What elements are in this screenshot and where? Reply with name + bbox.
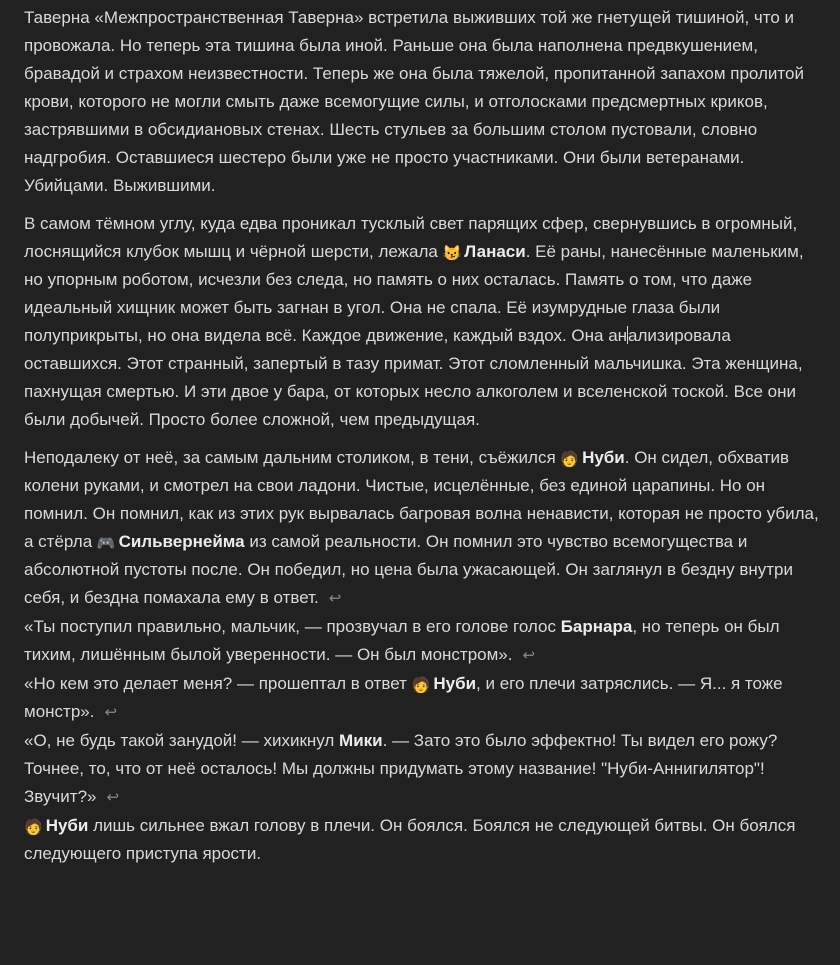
- cat-icon: 😼: [442, 245, 462, 262]
- paragraph-text: «Но кем это делает меня? — прошептал в ответ: [24, 674, 412, 693]
- character-name-noobi: Нуби: [433, 674, 477, 693]
- return-icon: ↩: [106, 789, 120, 806]
- paragraph-text: , и его плечи затряслись. — Я... я тоже монстр».: [24, 674, 783, 721]
- paragraph-text: из самой реальности. Он помнил это чувство всемогущества и абсолютной пустоты после. Он победил, но цена была ужасающей. Он заглянул в бездну внутри себя, и бездна помахала ему в ответ.: [24, 532, 794, 607]
- return-icon: ↩: [328, 590, 342, 607]
- person-icon: 🧑: [24, 819, 43, 836]
- paragraph-text: лишь сильнее вжал голову в плечи. Он боялся. Боялся не следующей битвы. Он боялся следующего приступа ярости.: [24, 816, 796, 863]
- return-icon: ↩: [104, 704, 118, 721]
- paragraph-text: . — Зато это было эффектно! Ты видел его рожу? Точнее, то, что от неё осталось! Мы должны придумать этому название! "Нуби-Аннигилятор"! Звучит?»: [24, 731, 778, 806]
- paragraph-noobi-reply: [24, 670, 820, 727]
- paragraph-text: Неподалеку от неё, за самым дальним столиком, в тени, съёжился: [24, 448, 561, 467]
- character-name-noobi: Нуби: [582, 448, 625, 467]
- paragraph-text: В самом тёмном углу, куда едва проникал тусклый свет парящих сфер, свернувшись в огромный, лоснящийся клубок мышц и чёрной шерсти, лежала: [24, 214, 798, 261]
- paragraph-text: Таверна «Межпространственная Таверна» встретила выживших той же гнетущей тишиной, что и провожала. Но теперь эта тишина была иной. Раньше она была наполнена предвкушением, бравадой и страхом неизвестности. Теперь же она была тяжелой, пропитанной запахом пролитой крови, которого не могли смыть даже всемогущие силы, и отголосками предсмертных криков, застрявшими в обсидиановых стенах. Шесть стульев за большим столом пустовали, словно надгробия. Оставшиеся шестеро были уже не просто участниками. Они были ветеранами. Убийцами. Выжившими.: [24, 8, 804, 195]
- return-icon: ↩: [522, 647, 536, 664]
- character-name-noobi: Нуби: [45, 816, 89, 835]
- paragraph-text: , но теперь он был тихим, лишённым былой уверенности. — Он был монстром».: [24, 617, 780, 664]
- gamepad-icon: 🎮: [96, 535, 116, 552]
- paragraph-text: «О, не будь такой занудой! — хихикнул: [24, 731, 340, 750]
- paragraph-miki: [24, 727, 820, 812]
- paragraph-text: . Её раны, нанесённые маленьким, но упорным роботом, исчезли без следа, но память о них осталась. Память о том, что даже идеальный хищник может быть загнан в угол. Она не спала. Её изумрудные глаза были полуприкрыты, но она видела всё. Каждое движение, каждый вздох. Она ан: [24, 242, 804, 345]
- paragraph-tavern: [24, 4, 820, 200]
- paragraph-noobi-fear: [24, 812, 820, 868]
- paragraph-text: . Он сидел, обхватив колени руками, и смотрел на свои ладони. Чистые, исцелённые, без единой царапины. Но он помнил. Он помнил, как из этих рук вырвалась багровая волна ненависти, которая не просто убила, а стёрла: [24, 448, 819, 551]
- person-icon: 🧑: [560, 451, 580, 468]
- paragraph-text: «Ты поступил правильно, мальчик, — прозвучал в его голове голос: [24, 617, 561, 636]
- character-name-silvername: Сильвернейма: [118, 532, 245, 551]
- character-name-miki: Мики: [339, 731, 383, 750]
- paragraph-lanasi: [24, 210, 820, 434]
- paragraph-text: ализировала оставшихся. Этот странный, запертый в тазу примат. Этот сломленный мальчишка. Эта женщина, пахнущая смертью. И эти двое у бара, от которых несло алкоголем и вселенской тоской. Все они были добычей. Просто более сложной, чем предыдущая.: [24, 326, 803, 429]
- character-name-barnar: Барнара: [560, 617, 633, 636]
- character-name-lanasi: Ланаси: [464, 242, 526, 261]
- person-icon: 🧑: [411, 677, 431, 694]
- paragraph-barnar: [24, 613, 820, 670]
- paragraph-noobi: [24, 444, 820, 613]
